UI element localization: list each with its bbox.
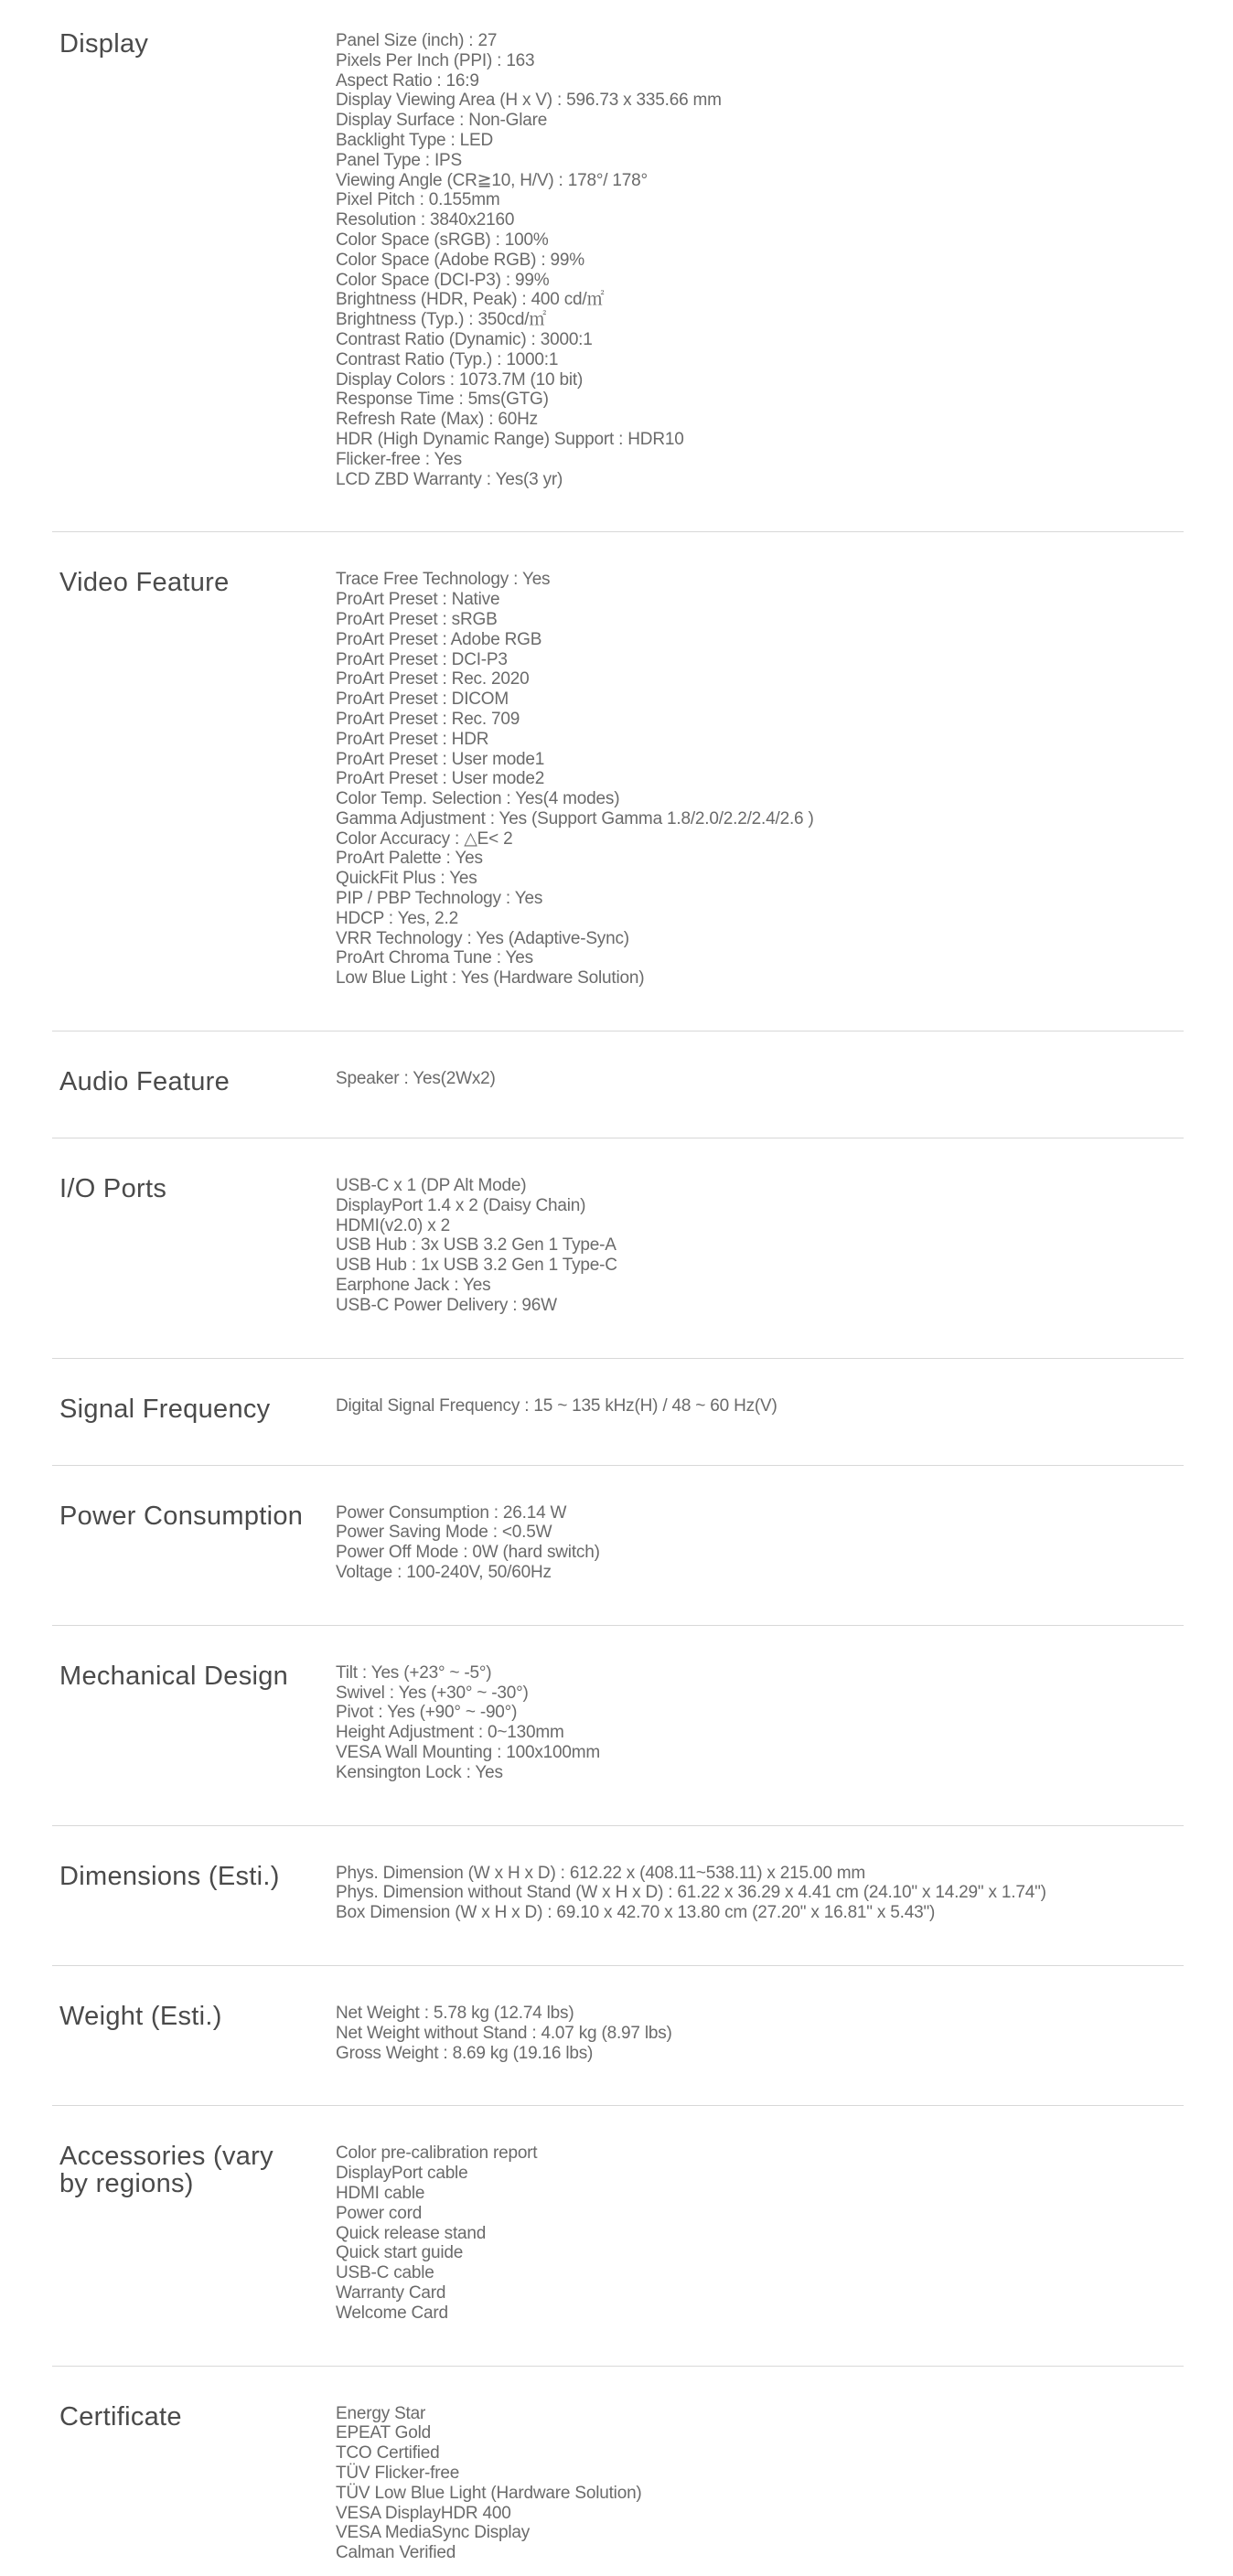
spec-section-values	[336, 1502, 1184, 1583]
spec-line: Welcome Card	[336, 2303, 448, 2323]
spec-section	[52, 532, 1184, 1031]
spec-line: LCD ZBD Warranty : Yes(3 yr)	[336, 469, 563, 489]
spec-section-values	[336, 1175, 1184, 1316]
spec-line: Color Space (DCI-P3) : 99%	[336, 270, 550, 290]
spec-line: Power cord	[336, 2203, 423, 2223]
spec-line: Digital Signal Frequency : 15 ~ 135 kHz(H) / 48 ~ 60 Hz(V)	[336, 1395, 777, 1416]
spec-line: Color Space (sRGB) : 100%	[336, 230, 549, 250]
spec-line: Low Blue Light : Yes (Hardware Solution)	[336, 968, 645, 989]
spec-line: Contrast Ratio (Dynamic) : 3000:1	[336, 329, 593, 349]
spec-line: ProArt Preset : sRGB	[336, 609, 498, 629]
spec-line: Color Temp. Selection : Yes(4 modes)	[336, 789, 620, 809]
spec-line: VESA DisplayHDR 400	[336, 2503, 511, 2523]
spec-line: PIP / PBP Technology : Yes	[336, 889, 543, 909]
spec-line: HDR (High Dynamic Range) Support : HDR10	[336, 429, 684, 449]
spec-line: Quick release stand	[336, 2223, 487, 2243]
spec-line: USB-C cable	[336, 2263, 434, 2283]
spec-section	[52, 1138, 1184, 1359]
spec-section	[52, 1826, 1184, 1966]
spec-section	[52, 0, 1184, 532]
spec-section	[52, 1466, 1184, 1626]
spec-sections	[52, 0, 1184, 2576]
spec-section-title: Display	[59, 29, 149, 59]
spec-line: ProArt Preset : Native	[336, 590, 500, 610]
spec-line: USB Hub : 3x USB 3.2 Gen 1 Type-A	[336, 1235, 616, 1256]
spec-line: Color Accuracy : △E< 2	[336, 828, 513, 849]
spec-section-values	[336, 1068, 1184, 1089]
spec-line: Trace Free Technology : Yes	[336, 570, 551, 590]
spec-line: TÜV Low Blue Light (Hardware Solution)	[336, 2483, 642, 2503]
spec-line: DisplayPort 1.4 x 2 (Daisy Chain)	[336, 1195, 586, 1215]
spec-line: Contrast Ratio (Typ.) : 1000:1	[336, 349, 559, 369]
spec-line: Net Weight : 5.78 kg (12.74 lbs)	[336, 2004, 574, 2023]
spec-line: ProArt Preset : Rec. 2020	[336, 669, 530, 689]
spec-line: USB Hub : 1x USB 3.2 Gen 1 Type-C	[336, 1256, 617, 1276]
spec-line: Aspect Ratio : 16:9	[336, 70, 479, 91]
spec-line: ProArt Preset : DICOM	[336, 689, 509, 710]
spec-line: Flicker-free : Yes	[336, 449, 462, 469]
spec-line: EPEAT Gold	[336, 2423, 431, 2443]
spec-line: Power Off Mode : 0W (hard switch)	[336, 1543, 600, 1563]
spec-section	[52, 1966, 1184, 2106]
spec-line: Energy Star	[336, 2403, 426, 2423]
spec-line: Pivot : Yes (+90° ~ -90°)	[336, 1703, 518, 1723]
spec-section-title: Dimensions (Esti.)	[59, 1861, 280, 1891]
spec-section-values	[336, 1395, 1184, 1416]
spec-line: Panel Type : IPS	[336, 150, 462, 170]
spec-line: Pixels Per Inch (PPI) : 163	[336, 50, 535, 70]
spec-line: Height Adjustment : 0~130mm	[336, 1723, 564, 1743]
spec-section-title: Video Feature	[59, 568, 230, 598]
spec-line: Earphone Jack : Yes	[336, 1276, 491, 1296]
spec-line: Pixel Pitch : 0.155mm	[336, 190, 500, 210]
spec-line: ProArt Chroma Tune : Yes	[336, 948, 533, 968]
spec-section-title: Audio Feature	[59, 1067, 231, 1097]
spec-section-title: Signal Frequency	[59, 1394, 271, 1424]
spec-line: Speaker : Yes(2Wx2)	[336, 1069, 496, 1089]
spec-line: QuickFit Plus : Yes	[336, 869, 477, 889]
spec-section-values	[336, 2143, 1184, 2323]
spec-line: HDMI(v2.0) x 2	[336, 1215, 450, 1235]
spec-line: Gross Weight : 8.69 kg (19.16 lbs)	[336, 2043, 594, 2063]
spec-section-values	[336, 2403, 1184, 2563]
spec-line: Display Surface : Non-Glare	[336, 111, 548, 131]
spec-line: HDCP : Yes, 2.2	[336, 908, 458, 928]
spec-line: Kensington Lock : Yes	[336, 1762, 503, 1782]
spec-line: ProArt Preset : User mode1	[336, 749, 545, 769]
spec-line: VRR Technology : Yes (Adaptive-Sync)	[336, 928, 629, 948]
spec-line: ProArt Preset : User mode2	[336, 769, 545, 789]
spec-section-title: Accessories (vary by regions)	[59, 2142, 273, 2199]
spec-line: Color pre-calibration report	[336, 2143, 538, 2164]
spec-section-title: Mechanical Design	[59, 1661, 289, 1691]
spec-line: Voltage : 100-240V, 50/60Hz	[336, 1563, 552, 1583]
spec-section	[52, 1359, 1184, 1466]
spec-line: TÜV Flicker-free	[336, 2463, 460, 2483]
spec-section-title: I/O Ports	[59, 1174, 167, 1204]
spec-line: ProArt Preset : DCI-P3	[336, 649, 508, 669]
spec-section-title: Certificate	[59, 2401, 182, 2432]
spec-line: ProArt Preset : HDR	[336, 729, 489, 749]
spec-line: Color Space (Adobe RGB) : 99%	[336, 250, 584, 270]
spec-line: USB-C x 1 (DP Alt Mode)	[336, 1176, 527, 1196]
spec-section-values	[336, 2003, 1184, 2063]
spec-line: Refresh Rate (Max) : 60Hz	[336, 410, 538, 430]
spec-line: VESA Wall Mounting : 100x100mm	[336, 1743, 600, 1763]
spec-line: TCO Certified	[336, 2443, 440, 2464]
spec-section-values	[336, 30, 1184, 489]
spec-section	[52, 1031, 1184, 1138]
spec-line: Viewing Angle (CR≧10, H/V) : 178°/ 178°	[336, 170, 648, 190]
spec-line: Tilt : Yes (+23° ~ -5°)	[336, 1662, 492, 1683]
spec-line: HDMI cable	[336, 2183, 425, 2203]
spec-section-values	[336, 569, 1184, 989]
spec-line: ProArt Palette : Yes	[336, 849, 483, 869]
spec-section-values	[336, 1863, 1184, 1923]
spec-line: Resolution : 3840x2160	[336, 210, 515, 230]
spec-line: Display Colors : 1073.7M (10 bit)	[336, 369, 584, 390]
spec-section-values	[336, 1662, 1184, 1783]
spec-section	[52, 2106, 1184, 2366]
spec-line: Swivel : Yes (+30° ~ -30°)	[336, 1683, 529, 1703]
spec-line: Display Viewing Area (H x V) : 596.73 x 335.66 mm	[336, 91, 722, 111]
spec-line: Backlight Type : LED	[336, 130, 494, 150]
spec-page	[52, 0, 1184, 2576]
spec-line: ProArt Preset : Rec. 709	[336, 709, 520, 729]
spec-line: Brightness (HDR, Peak) : 400 cd/㎡	[336, 290, 605, 310]
spec-section	[52, 2367, 1184, 2576]
spec-line: Net Weight without Stand : 4.07 kg (8.97 lbs)	[336, 2023, 672, 2043]
spec-line: Quick start guide	[336, 2243, 464, 2263]
spec-line: Power Consumption : 26.14 W	[336, 1502, 567, 1523]
spec-line: USB-C Power Delivery : 96W	[336, 1295, 557, 1315]
spec-line: Box Dimension (W x H x D) : 69.10 x 42.70 x 13.80 cm (27.20" x 16.81" x 5.43")	[336, 1903, 936, 1923]
spec-line: DisplayPort cable	[336, 2164, 468, 2184]
spec-line: Panel Size (inch) : 27	[336, 31, 498, 50]
spec-line: Response Time : 5ms(GTG)	[336, 390, 549, 410]
spec-section-title: Weight (Esti.)	[59, 2002, 222, 2031]
spec-line: Power Saving Mode : <0.5W	[336, 1523, 552, 1543]
spec-line: Gamma Adjustment : Yes (Support Gamma 1.8/2.0/2.2/2.4/2.6 )	[336, 808, 814, 828]
spec-line: Warranty Card	[336, 2282, 446, 2303]
spec-line: Phys. Dimension (W x H x D) : 612.22 x (408.11~538.11) x 215.00 mm	[336, 1863, 866, 1883]
spec-line: Brightness (Typ.) : 350cd/㎡	[336, 310, 547, 330]
spec-line: VESA MediaSync Display	[336, 2523, 531, 2543]
spec-section	[52, 1626, 1184, 1826]
spec-line: Phys. Dimension without Stand (W x H x D) : 61.22 x 36.29 x 4.41 cm (24.10" x 14.29" x 1.74")	[336, 1883, 1046, 1903]
spec-line: Calman Verified	[336, 2543, 456, 2563]
spec-line: ProArt Preset : Adobe RGB	[336, 629, 542, 649]
spec-section-title: Power Consumption	[59, 1501, 304, 1531]
